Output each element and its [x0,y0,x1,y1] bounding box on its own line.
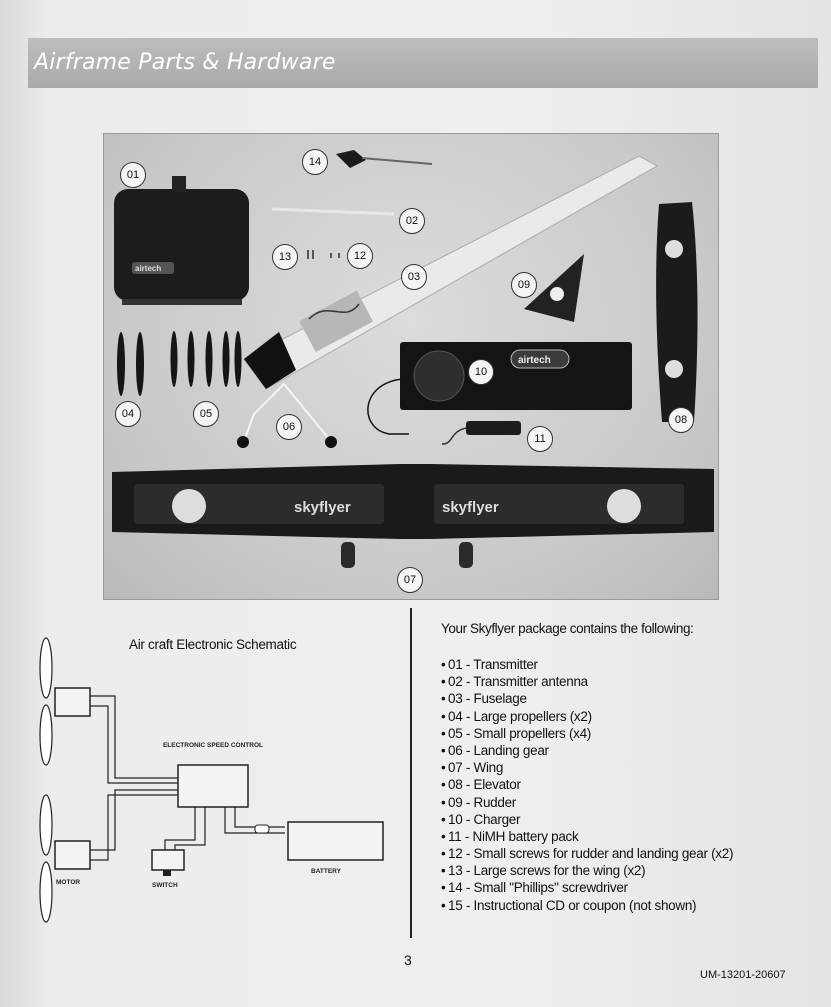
esc-label: ELECTRONIC SPEED CONTROL [162,742,264,749]
callout-02: 02 [399,208,425,234]
list-item: • 13 - Large screws for the wing (x2) [441,863,646,879]
switch-label: SWITCH [152,882,178,889]
list-item: • 09 - Rudder [441,794,516,810]
list-item: • 04 - Large propellers (x2) [441,708,592,724]
wing-text-right: skyflyer [442,499,499,516]
callout-06: 06 [276,414,302,440]
list-item: • 06 - Landing gear [441,742,549,758]
list-item: • 11 - NiMH battery pack [441,828,579,844]
list-item: • 07 - Wing [441,760,504,776]
parts-photo [103,133,719,600]
callout-01: 01 [120,162,146,188]
callout-12: 12 [347,243,373,269]
list-item: • 10 - Charger [441,811,521,827]
battery-illustration [442,421,521,444]
transmitter-illustration [114,176,249,305]
wing-illustration [112,464,714,568]
screwdriver-illustration [336,150,432,168]
parts-illustration [104,134,718,599]
callout-08: 08 [668,407,694,433]
callout-10: 10 [468,359,494,385]
wing-text-left: skyflyer [294,499,351,516]
callout-09: 09 [511,272,537,298]
list-item: • 03 - Fuselage [441,691,527,707]
callout-13: 13 [272,244,298,270]
callout-14: 14 [302,149,328,175]
callout-11: 11 [527,426,553,452]
document-code: UM-13201-20607 [700,969,786,981]
motor-label: MOTOR [56,879,81,886]
list-item: • 14 - Small "Phillips" screwdriver [441,880,628,896]
list-item: • 05 - Small propellers (x4) [441,725,592,741]
elevator-illustration [656,202,697,422]
list-item: • 12 - Small screws for rudder and landing gear (x2) [441,846,734,862]
antenna-illustration [272,209,394,214]
column-divider [410,608,412,938]
screws-illustration [307,250,340,259]
parts-list [441,656,733,914]
list-item: • 15 - Instructional CD or coupon (not shown) [441,897,697,913]
callout-03: 03 [401,264,427,290]
callout-07: 07 [397,567,423,593]
list-item: • 01 - Transmitter [441,657,538,672]
charger-brand: airtech [518,355,551,366]
callout-04: 04 [115,401,141,427]
schematic-title: Air craft Electronic Schematic [129,637,297,652]
propellers-illustration [117,331,242,396]
transmitter-brand: airtech [135,264,162,273]
electronic-schematic [30,630,400,930]
package-intro: Your Skyflyer package contains the following: [441,621,694,636]
list-item: • 08 - Elevator [441,777,521,793]
list-item: • 02 - Transmitter antenna [441,674,588,690]
page-title: Airframe Parts & Hardware [34,50,336,75]
battery-label: BATTERY [311,868,341,875]
callout-05: 05 [193,401,219,427]
charger-illustration [368,342,632,434]
page-number: 3 [404,952,412,968]
